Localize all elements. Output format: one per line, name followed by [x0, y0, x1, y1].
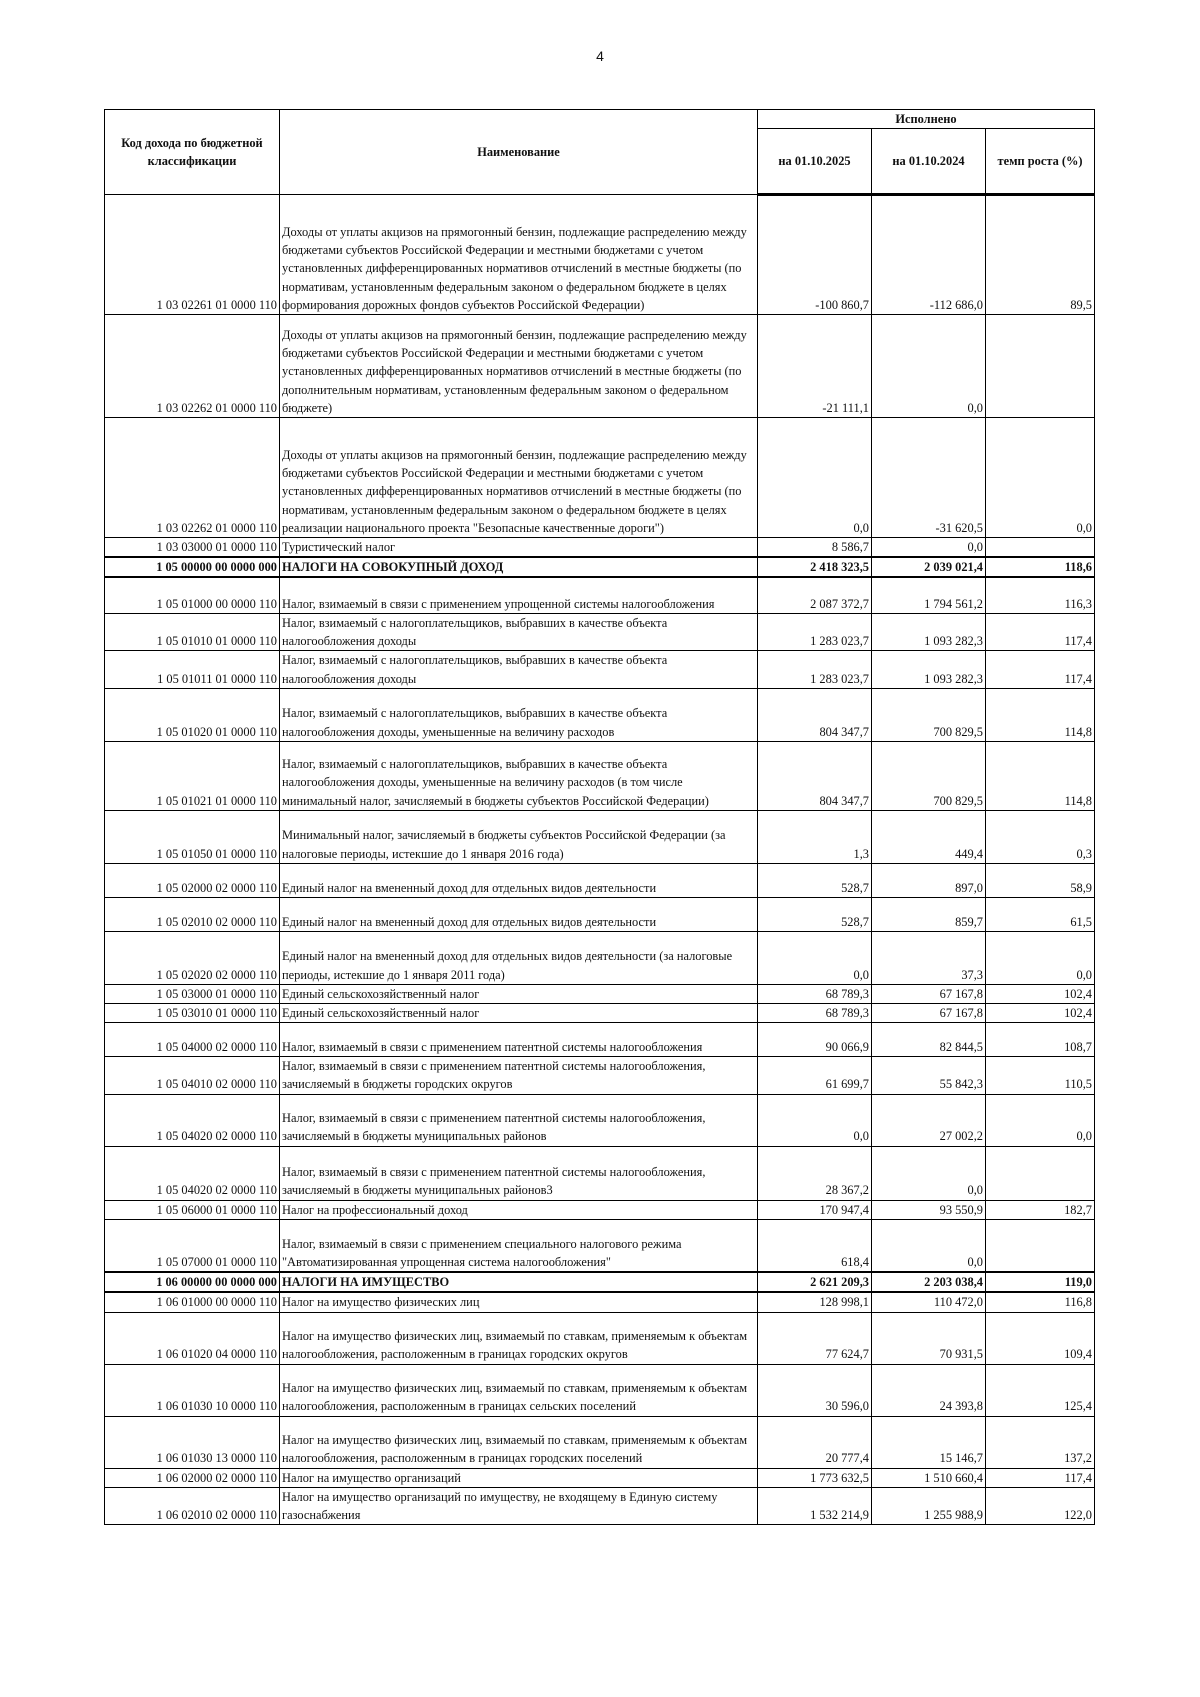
row-value-2024: 449,4	[872, 810, 986, 863]
row-value-2024: 0,0	[872, 1146, 986, 1200]
row-name: Налог, взимаемый с налогоплательщиков, выбравших в качестве объекта налогообложения доходы	[280, 613, 758, 650]
page-number: 4	[596, 48, 604, 64]
row-value-2024: 15 146,7	[872, 1416, 986, 1468]
row-growth: 114,8	[986, 741, 1095, 810]
row-name: Налог на имущество организаций по имуществу, не входящему в Единую систему газоснабжения	[280, 1487, 758, 1524]
row-code: 1 05 03010 01 0000 110	[105, 1003, 280, 1022]
row-name: Единый налог на вмененный доход для отдельных видов деятельности	[280, 863, 758, 897]
row-name: Налог, взимаемый в связи с применением специального налогового режима "Автоматизированная упрощенная система налогообложения"	[280, 1219, 758, 1272]
row-value-2025: 1 773 632,5	[758, 1468, 872, 1487]
row-growth: 137,2	[986, 1416, 1095, 1468]
row-name: Единый налог на вмененный доход для отдельных видов деятельности (за налоговые периоды, истекшие до 1 января 2011 года)	[280, 931, 758, 984]
table-row	[105, 984, 1095, 1003]
row-code: 1 06 01030 13 0000 110	[105, 1416, 280, 1468]
table-row	[105, 897, 1095, 931]
row-name: Минимальный налог, зачисляемый в бюджеты субъектов Российской Федерации (за налоговые периоды, истекшие до 1 января 2016 года)	[280, 810, 758, 863]
row-growth: 122,0	[986, 1487, 1095, 1524]
row-value-2024: 2 203 038,4	[872, 1272, 986, 1292]
row-value-2025: -21 111,1	[758, 315, 872, 418]
row-code: 1 06 02010 02 0000 110	[105, 1487, 280, 1524]
row-name: Налог, взимаемый с налогоплательщиков, выбравших в качестве объекта налогообложения доходы, уменьшенные на величину расходов (в том числе минимальный налог, зачисляемый в бюджеты субъектов Российской Федерации)	[280, 741, 758, 810]
row-value-2024: 1 255 988,9	[872, 1487, 986, 1524]
row-growth: 117,4	[986, 651, 1095, 688]
row-growth: 116,8	[986, 1292, 1095, 1312]
row-value-2025: 30 596,0	[758, 1364, 872, 1416]
row-code: 1 05 02010 02 0000 110	[105, 897, 280, 931]
row-growth: 89,5	[986, 195, 1095, 315]
row-code: 1 05 01010 01 0000 110	[105, 613, 280, 650]
table-row	[105, 613, 1095, 650]
row-value-2025: 1,3	[758, 810, 872, 863]
row-value-2025: 618,4	[758, 1219, 872, 1272]
revenue-table	[104, 109, 1095, 1525]
header-executed: Исполнено	[758, 110, 1095, 129]
row-code: 1 05 00000 00 0000 000	[105, 557, 280, 577]
row-code: 1 05 01000 00 0000 110	[105, 577, 280, 613]
row-code: 1 05 04020 02 0000 110	[105, 1094, 280, 1146]
row-value-2025: 0,0	[758, 931, 872, 984]
row-value-2025: 2 621 209,3	[758, 1272, 872, 1292]
table-row	[105, 1364, 1095, 1416]
table-row	[105, 1023, 1095, 1057]
header-name: Наименование	[280, 110, 758, 195]
row-code: 1 05 01050 01 0000 110	[105, 810, 280, 863]
row-name: Налог, взимаемый в связи с применением патентной системы налогообложения, зачисляемый в бюджеты муниципальных районов	[280, 1094, 758, 1146]
table-row	[105, 1292, 1095, 1312]
row-value-2025: 128 998,1	[758, 1292, 872, 1312]
row-growth: 61,5	[986, 897, 1095, 931]
row-value-2025: 77 624,7	[758, 1312, 872, 1364]
row-growth: 110,5	[986, 1057, 1095, 1094]
row-name: Налог, взимаемый в связи с применением патентной системы налогообложения, зачисляемый в бюджеты городских округов	[280, 1057, 758, 1094]
table-row	[105, 315, 1095, 418]
row-code: 1 03 02262 01 0000 110	[105, 418, 280, 538]
row-value-2024: 700 829,5	[872, 741, 986, 810]
row-value-2024: 37,3	[872, 931, 986, 984]
row-name: НАЛОГИ НА СОВОКУПНЫЙ ДОХОД	[280, 557, 758, 577]
table-row	[105, 1200, 1095, 1219]
header-code: Код дохода по бюджетной классификации	[105, 110, 280, 195]
row-name: НАЛОГИ НА ИМУЩЕСТВО	[280, 1272, 758, 1292]
row-value-2025: 68 789,3	[758, 1003, 872, 1022]
row-value-2025: 170 947,4	[758, 1200, 872, 1219]
row-growth: 102,4	[986, 1003, 1095, 1022]
row-name: Налог, взимаемый в связи с применением патентной системы налогообложения	[280, 1023, 758, 1057]
row-value-2024: 700 829,5	[872, 688, 986, 741]
row-value-2024: 0,0	[872, 315, 986, 418]
row-code: 1 05 02020 02 0000 110	[105, 931, 280, 984]
table-row	[105, 863, 1095, 897]
row-name: Единый сельскохозяйственный налог	[280, 984, 758, 1003]
row-code: 1 05 03000 01 0000 110	[105, 984, 280, 1003]
row-value-2024: 82 844,5	[872, 1023, 986, 1057]
row-name: Туристический налог	[280, 538, 758, 558]
row-value-2025: -100 860,7	[758, 195, 872, 315]
row-name: Налог на имущество физических лиц	[280, 1292, 758, 1312]
row-value-2025: 90 066,9	[758, 1023, 872, 1057]
row-code: 1 06 01030 10 0000 110	[105, 1364, 280, 1416]
row-code: 1 05 07000 01 0000 110	[105, 1219, 280, 1272]
row-code: 1 03 02262 01 0000 110	[105, 315, 280, 418]
row-name: Единый налог на вмененный доход для отдельных видов деятельности	[280, 897, 758, 931]
row-value-2024: 24 393,8	[872, 1364, 986, 1416]
row-value-2024: 93 550,9	[872, 1200, 986, 1219]
row-value-2024: 0,0	[872, 538, 986, 558]
row-name: Налог, взимаемый с налогоплательщиков, выбравших в качестве объекта налогообложения доходы, уменьшенные на величину расходов	[280, 688, 758, 741]
row-name: Доходы от уплаты акцизов на прямогонный бензин, подлежащие распределению между бюджетами субъектов Российской Федерации и местными бюджетами с учетом установленных дифференцированных нормативов отчислений в местные бюджеты (по нормативам, установленным федеральным законом о федеральном бюджете в целях реализации национального проекта "Безопасные качественные дороги")	[280, 418, 758, 538]
row-name: Налог на имущество физических лиц, взимаемый по ставкам, применяемым к объектам налогообложения, расположенным в границах сельских поселений	[280, 1364, 758, 1416]
row-code: 1 05 04010 02 0000 110	[105, 1057, 280, 1094]
row-value-2025: 2 087 372,7	[758, 577, 872, 613]
table-row	[105, 1003, 1095, 1022]
row-name: Налог, взимаемый в связи с применением упрощенной системы налогообложения	[280, 577, 758, 613]
table-row	[105, 1416, 1095, 1468]
row-value-2025: 20 777,4	[758, 1416, 872, 1468]
table-row	[105, 1272, 1095, 1292]
row-value-2025: 804 347,7	[758, 688, 872, 741]
header-2025: на 01.10.2025	[758, 129, 872, 195]
row-growth: 0,0	[986, 931, 1095, 984]
row-name: Налог на имущество организаций	[280, 1468, 758, 1487]
table-row	[105, 688, 1095, 741]
table-row	[105, 1468, 1095, 1487]
row-code: 1 05 02000 02 0000 110	[105, 863, 280, 897]
row-growth: 58,9	[986, 863, 1095, 897]
row-growth: 117,4	[986, 613, 1095, 650]
row-value-2024: -112 686,0	[872, 195, 986, 315]
row-growth: 102,4	[986, 984, 1095, 1003]
table-row	[105, 577, 1095, 613]
row-name: Налог на имущество физических лиц, взимаемый по ставкам, применяемым к объектам налогообложения, расположенным в границах городских округов	[280, 1312, 758, 1364]
table-row	[105, 1219, 1095, 1272]
row-code: 1 03 03000 01 0000 110	[105, 538, 280, 558]
row-growth	[986, 315, 1095, 418]
row-growth: 114,8	[986, 688, 1095, 741]
row-value-2024: 27 002,2	[872, 1094, 986, 1146]
row-value-2025: 0,0	[758, 1094, 872, 1146]
row-code: 1 03 02261 01 0000 110	[105, 195, 280, 315]
row-growth: 0,0	[986, 1094, 1095, 1146]
row-value-2024: 1 093 282,3	[872, 651, 986, 688]
row-value-2025: 0,0	[758, 418, 872, 538]
row-value-2024: 110 472,0	[872, 1292, 986, 1312]
row-value-2024: -31 620,5	[872, 418, 986, 538]
row-value-2024: 70 931,5	[872, 1312, 986, 1364]
row-name: Единый сельскохозяйственный налог	[280, 1003, 758, 1022]
table-row	[105, 1146, 1095, 1200]
row-value-2025: 1 283 023,7	[758, 613, 872, 650]
row-code: 1 05 01011 01 0000 110	[105, 651, 280, 688]
row-code: 1 05 06000 01 0000 110	[105, 1200, 280, 1219]
row-value-2024: 0,0	[872, 1219, 986, 1272]
row-value-2025: 28 367,2	[758, 1146, 872, 1200]
table-row	[105, 1094, 1095, 1146]
table-row	[105, 1487, 1095, 1524]
row-value-2025: 61 699,7	[758, 1057, 872, 1094]
row-name: Доходы от уплаты акцизов на прямогонный бензин, подлежащие распределению между бюджетами субъектов Российской Федерации и местными бюджетами с учетом установленных дифференцированных нормативов отчислений в местные бюджеты (по нормативам, установленным федеральным законом о федеральном бюджете в целях формирования дорожных фондов субъектов Российской Федерации)	[280, 195, 758, 315]
row-name: Налог на имущество физических лиц, взимаемый по ставкам, применяемым к объектам налогообложения, расположенным в границах городских поселений	[280, 1416, 758, 1468]
row-growth	[986, 1146, 1095, 1200]
row-name: Налог на профессиональный доход	[280, 1200, 758, 1219]
table-row	[105, 1057, 1095, 1094]
table-row	[105, 810, 1095, 863]
row-code: 1 05 01020 01 0000 110	[105, 688, 280, 741]
row-growth: 182,7	[986, 1200, 1095, 1219]
row-growth: 116,3	[986, 577, 1095, 613]
table-row	[105, 557, 1095, 577]
row-value-2024: 2 039 021,4	[872, 557, 986, 577]
header-growth: темп роста (%)	[986, 129, 1095, 195]
row-value-2024: 67 167,8	[872, 984, 986, 1003]
row-growth: 118,6	[986, 557, 1095, 577]
table-row	[105, 741, 1095, 810]
row-growth: 117,4	[986, 1468, 1095, 1487]
row-code: 1 06 01020 04 0000 110	[105, 1312, 280, 1364]
row-value-2024: 55 842,3	[872, 1057, 986, 1094]
row-value-2024: 859,7	[872, 897, 986, 931]
row-name: Налог, взимаемый в связи с применением патентной системы налогообложения, зачисляемый в бюджеты муниципальных районов3	[280, 1146, 758, 1200]
row-value-2025: 1 532 214,9	[758, 1487, 872, 1524]
row-growth: 0,0	[986, 418, 1095, 538]
row-growth	[986, 1219, 1095, 1272]
row-code: 1 05 04000 02 0000 110	[105, 1023, 280, 1057]
row-value-2025: 528,7	[758, 863, 872, 897]
row-value-2025: 528,7	[758, 897, 872, 931]
row-name: Доходы от уплаты акцизов на прямогонный бензин, подлежащие распределению между бюджетами субъектов Российской Федерации и местными бюджетами с учетом установленных дифференцированных нормативов отчислений в местные бюджеты (по дополнительным нормативам, установленным федеральным законом о федеральном бюджете)	[280, 315, 758, 418]
table-body	[105, 195, 1095, 1525]
row-growth: 0,3	[986, 810, 1095, 863]
row-growth: 108,7	[986, 1023, 1095, 1057]
row-growth: 109,4	[986, 1312, 1095, 1364]
row-code: 1 06 00000 00 0000 000	[105, 1272, 280, 1292]
table-row	[105, 195, 1095, 315]
row-growth: 119,0	[986, 1272, 1095, 1292]
table-row	[105, 418, 1095, 538]
header-2024: на 01.10.2024	[872, 129, 986, 195]
row-growth	[986, 538, 1095, 558]
row-value-2024: 1 510 660,4	[872, 1468, 986, 1487]
row-value-2024: 67 167,8	[872, 1003, 986, 1022]
row-code: 1 05 01021 01 0000 110	[105, 741, 280, 810]
table-row	[105, 931, 1095, 984]
table-row	[105, 538, 1095, 558]
row-value-2025: 1 283 023,7	[758, 651, 872, 688]
row-value-2025: 804 347,7	[758, 741, 872, 810]
row-name: Налог, взимаемый с налогоплательщиков, выбравших в качестве объекта налогообложения доходы	[280, 651, 758, 688]
row-value-2025: 2 418 323,5	[758, 557, 872, 577]
row-value-2024: 897,0	[872, 863, 986, 897]
row-growth: 125,4	[986, 1364, 1095, 1416]
row-code: 1 06 02000 02 0000 110	[105, 1468, 280, 1487]
row-value-2024: 1 093 282,3	[872, 613, 986, 650]
table-row	[105, 1312, 1095, 1364]
row-code: 1 06 01000 00 0000 110	[105, 1292, 280, 1312]
row-value-2025: 8 586,7	[758, 538, 872, 558]
row-value-2025: 68 789,3	[758, 984, 872, 1003]
table-row	[105, 651, 1095, 688]
row-value-2024: 1 794 561,2	[872, 577, 986, 613]
row-code: 1 05 04020 02 0000 110	[105, 1146, 280, 1200]
